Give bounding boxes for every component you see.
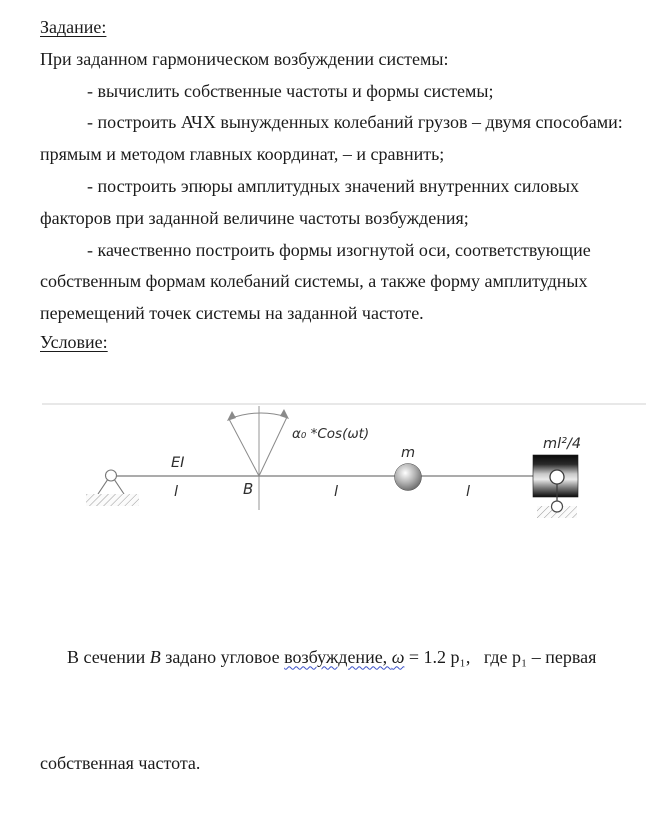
condition-text-1: В сечении — [67, 646, 150, 667]
condition-section — [40, 564, 640, 829]
label-mass: m — [401, 445, 416, 461]
support-hinge-right — [552, 501, 563, 512]
task-item-2: - построить АЧХ вынужденных колебаний грузов – двумя способами: — [87, 112, 623, 133]
task-section — [40, 12, 636, 359]
task-item-2-cont: прямым и методом главных координат, – и сравнить; — [40, 144, 445, 165]
condition-text-2: задано угловое — [160, 646, 285, 667]
fan-arrowhead-right — [280, 409, 289, 419]
point-b-reference: B — [149, 646, 161, 667]
system-diagram — [0, 390, 666, 555]
label-span1: l — [174, 484, 179, 500]
label-point-b: B — [243, 480, 254, 498]
task-heading: Задание: — [40, 17, 107, 37]
task-item-3-cont: факторов при заданной величине частоты возбуждения; — [40, 207, 469, 228]
task-item-4: - качественно построить формы изогнутой оси, соответствующие — [87, 239, 591, 260]
task-item-3: - построить эпюры амплитудных значений внутренних силовых — [87, 175, 580, 196]
label-span2: l — [334, 484, 339, 500]
excitation-fan — [229, 406, 287, 510]
task-item-4-cont: собственным формам колебаний системы, а также форму амплитудных — [40, 271, 588, 292]
inertia-hinge — [550, 470, 564, 484]
fan-arrowhead-left — [227, 411, 236, 421]
pin-support — [98, 470, 124, 494]
task-item-4-cont2: перемещений точек системы на заданной частоте. — [40, 303, 424, 324]
pin-circle — [106, 470, 117, 481]
spellcheck-word: возбуждение, — [284, 646, 392, 667]
condition-line-1 — [40, 617, 640, 697]
task-intro: При заданном гармоническом возбуждении системы: — [40, 48, 449, 69]
label-excitation: α₀ *Cos(ωt) — [292, 426, 370, 442]
task-item-1: - вычислить собственные частоты и формы системы; — [87, 80, 494, 101]
condition-line-2: собственная частота. — [40, 752, 201, 773]
omega-symbol: ω — [391, 646, 405, 667]
condition-heading: Условие: — [40, 331, 108, 352]
ground-hatch-left — [86, 494, 139, 506]
label-inertia: ml²/4 — [543, 436, 582, 452]
mass-sphere — [395, 464, 422, 491]
frequency-expression: = 1.2 p₁, где p₁ – первая — [404, 646, 597, 667]
label-stiffness: EI — [171, 455, 185, 471]
label-span3: l — [466, 484, 471, 500]
